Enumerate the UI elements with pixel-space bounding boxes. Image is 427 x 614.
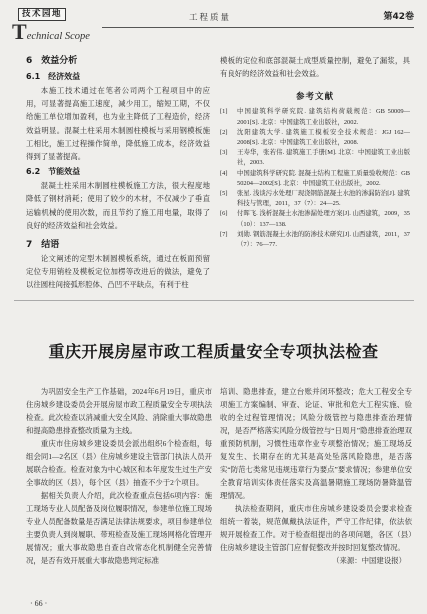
page-number: · 66 · [30, 599, 48, 608]
reference-item [220, 189, 410, 209]
news-right-column [220, 385, 412, 595]
section-name-en: Technical Scope [12, 19, 90, 44]
reference-text: 王寿华，张若伟. 建筑施工手册[M]. 北京：中国建筑工业出版社，2003. [237, 149, 410, 167]
subsection-heading: 6.2 节能效益 [26, 167, 81, 177]
reference-text: 中国建筑科学研究院. 建筑结构荷载规范：GB 50009—2001[S]. 北京：中国建筑工业出版社，2002. [237, 108, 410, 126]
article-left-column [26, 54, 210, 296]
reference-item [220, 169, 410, 189]
volume-number: 第42卷 [383, 12, 414, 22]
news-title: 重庆开展房屋市政工程质量安全专项执法检查 [48, 342, 379, 361]
paragraph-continuation: 模板的定位和底部混凝土成型质量控制，避免了漏浆，具有良好的经济效益和社会效益。 [220, 56, 410, 79]
section-name-cn: 技术园地 [18, 8, 66, 21]
news-left-column [26, 385, 212, 595]
section-heading: 7 结语 [26, 240, 60, 251]
paragraph: 论文阐述的定型木制圆模板系统，通过在板面预留定位专用销栓及模板定位加楞等改进后的做法，避免了以往圆柱间接弧形腔体、凸凹不平缺点，有利于柱 [26, 254, 210, 290]
reference-item [220, 107, 410, 127]
reference-number: [4] [220, 169, 228, 177]
reference-text: 付晖飞. 浅析混凝土水池渗漏处理方案[J]. 山西建筑，2009，35（10）：137—138. [237, 210, 410, 228]
references-heading: 参考文献 [295, 92, 334, 103]
paragraph: 重庆市住房城乡建设委员会派出组织6个检查组，每组会同1—2名区（县）住房城乡建设主管部门执法人员开展联合检查。检查对象为中心城区和本年度发生过生产安全事故的区（县），每个区（县）抽查不少于2个项目。 [26, 439, 212, 487]
reference-number: [1] [220, 108, 228, 116]
reference-text: 中国建筑科学研究院. 混凝土结构工程施工质量验收规范：GB 50204—2002[S]. 北京：中国建筑工业出版社，2002. [237, 169, 410, 187]
reference-item [220, 230, 410, 250]
reference-item [220, 128, 410, 148]
news-source: （来源：中国建设报） [332, 556, 406, 565]
journal-title: 工程质量 [188, 13, 231, 23]
paragraph: 本施工技术通过在笔者公司两个工程项目中的应用，可显著提高施工速度，减少用工，缩短工期，不仅给施工单位增加盈利，也为业主降低了工程造价，经济效益明显。混凝土柱采用木制圆柱模板与采用钢模板施工相比，施工过程操作简单，降低施工成本，经济效益得到了显著提高。 [26, 86, 210, 162]
reference-text: 刘勋. 钢筋混凝土水池的防渗技术研究[J]. 山西建筑，2011，37（7）：76—77. [237, 230, 410, 249]
reference-item [220, 209, 410, 229]
subsection-heading: 6.1 经济效益 [26, 72, 81, 81]
article-right-column [220, 54, 410, 296]
reference-number: [2] [220, 128, 228, 136]
reference-text: 张星. 浅谈污水处理厂现浇钢筋混凝土水池的渗漏防治[J]. 建筑科技与管理，2011，37（7）：24—25. [237, 190, 410, 208]
paragraph: 混凝土柱采用木制圆柱模板施工方法，很大程度地降低了钢材消耗；使用了较少的木材，不仅减少了垂直运输机械的使用次数，而且节约了施工用电量，取得了良好的经济效益和社会效益。 [26, 181, 210, 230]
reference-number: [5] [220, 190, 228, 198]
reference-number: [6] [220, 210, 228, 218]
paragraph-continuation: 培训、隐患排查，建立台账并闭环整改；危大工程安全专项施工方案编制、审查、论证、审批和危大工程实施、验收的全过程管理情况；风险分级管控与隐患排查治理情况，是否严格落实风险分级管控与“日周月”隐患排查治理双重预防机制，习惯性违章作业专项整治情况；施工现场反复发生、长期存在的尤其是高处坠落风险隐患，是否落实“防范七类常见违规违章行为要点”要求情况；参建单位安全教育培训实体责任落实及高温暑期施工现场防暑降温管理情况。 [220, 387, 412, 500]
paragraph: 执法检查期间，重庆市住房城乡建设委员会要求检查组统一着装，规范佩戴执法证件，严守工作纪律，依法依规开展检查工作。对于检查组提出的各项问题，各区（县）住房城乡建设主管部门应督促整改并按时回复整改情况。 [220, 504, 412, 552]
paragraph: 据相关负责人介绍，此次检查重点包括6项内容：施工现场专业人员配备及岗位履职情况，参建单位施工现场专业人员配备数量是否满足法律法规要求，项目参建单位主要负责人到岗履职、带班检查及施工现场网格化管理开展情况；重大事故隐患自查自改常态化机制健全完善情况，是否有效开展重大事故隐患判定标准 [26, 491, 212, 565]
section-heading: 6 效益分析 [26, 56, 78, 66]
reference-number: [7] [220, 230, 228, 238]
section-divider [14, 300, 414, 301]
reference-text: 沈阳建筑大学. 建筑施工模板安全技术规范：JGJ 162—2008[S]. 北京：中国建筑工业出版社，2008. [237, 128, 410, 147]
paragraph: 为巩固安全生产工作基础，2024年6月19日，重庆市住房城乡建设委员会开展房屋市政工程质量安全专项执法检查。此次检查以消减重大安全风险、消除重大事故隐患和提高隐患排查整改质量为主线。 [26, 387, 212, 435]
header-divider [102, 27, 414, 28]
reference-number: [3] [220, 149, 228, 157]
reference-item [220, 148, 410, 168]
